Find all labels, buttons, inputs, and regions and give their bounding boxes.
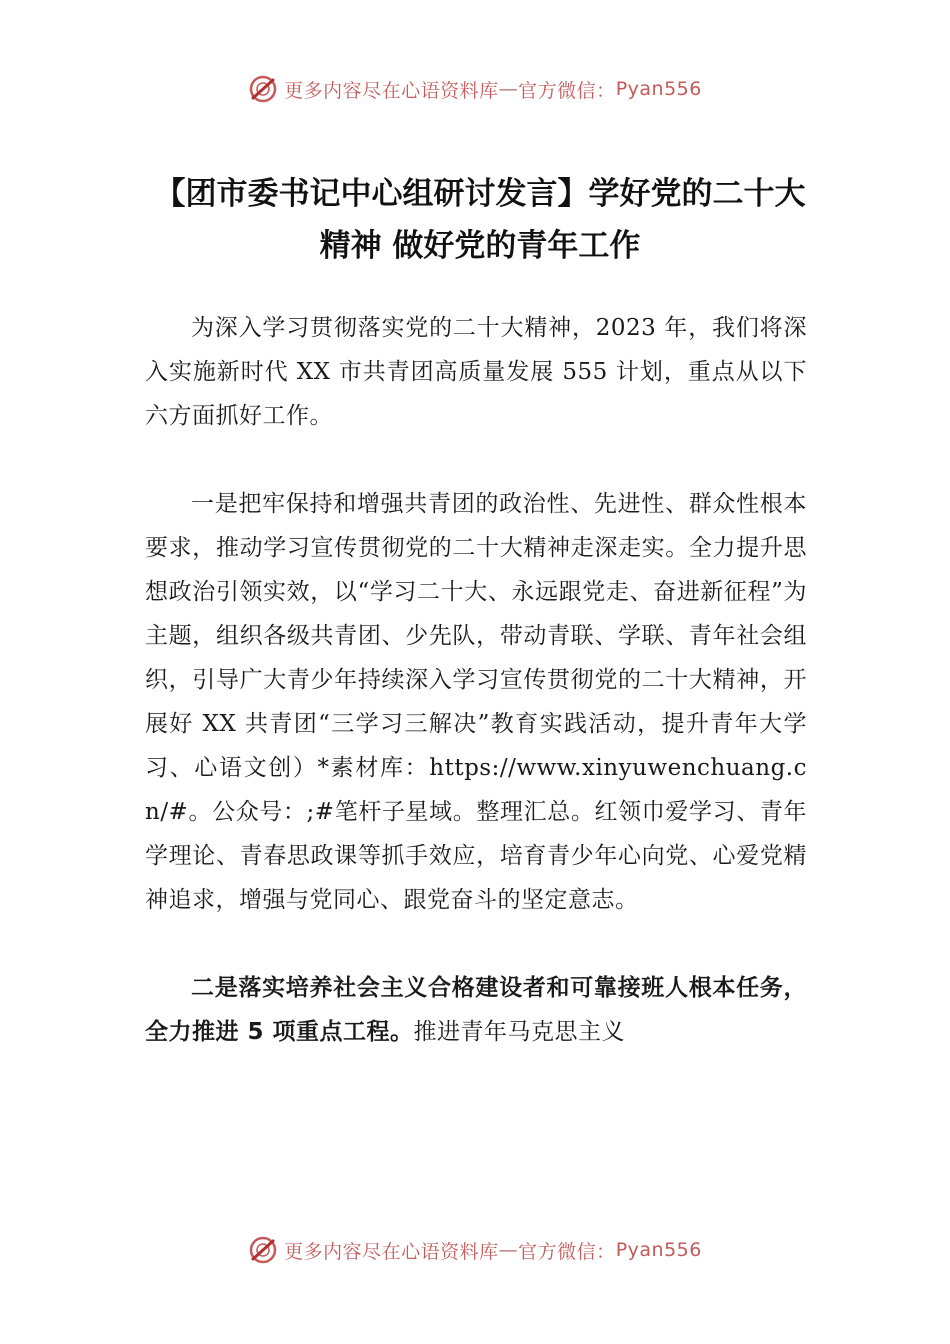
- watermark-brand: 更多内容尽在心语资料库: [284, 79, 499, 102]
- watermark-wechat-id: Pyan556: [615, 78, 702, 100]
- document-title: 【团市委书记中心组研讨发言】学好党的二十大精神 做好党的青年工作: [154, 176, 806, 264]
- paragraph-text: 一是把牢保持和增强共青团的政治性、先进性、群众性根本要求，推动学习宣传贯彻党的二十大精神走深走实。全力提升思想政治引领实效，以“学习二十大、永远跟党走、奋进新征程”为主题，组织各级共青团、少先队，带动青联、学联、青年社会组织，引导广大青少年持续深入学习宣传贯彻党的二十大精神，开展好 XX 共青团“三学习三解决”教育实践活动，提升青年大学习、心语文创）*素材库：https://www.xinyuwenchuang.cn/#。公众号：;#笔杆子星域。整理汇总。红领巾爱学习、青年学理论、青春思政课等抓手效应，培育青少年心向党、心爱党精神追求，增强与党同心、跟党奋斗的坚定意志。: [145, 491, 807, 913]
- seal-logo-icon: [248, 74, 278, 104]
- header-watermark: [0, 74, 950, 104]
- paragraph-lead: 二是落实培养社会主义合格建设者和可靠接班人根本任务，全力推进 5 项重点工程。: [145, 975, 807, 1045]
- watermark-wechat-id: Pyan556: [615, 1239, 702, 1261]
- watermark-separator: —: [498, 1239, 519, 1261]
- paragraph-point-one: [145, 482, 807, 922]
- paragraph-text: 推进青年马克思主义: [413, 1019, 626, 1045]
- document-body: [145, 306, 807, 1098]
- paragraph-text: 为深入学习贯彻落实党的二十大精神，2023 年，我们将深入实施新时代 XX 市共青团高质量发展 555 计划，重点从以下六方面抓好工作。: [145, 315, 807, 429]
- paragraph-intro: [145, 306, 807, 438]
- watermark-brand: 更多内容尽在心语资料库: [284, 1240, 499, 1263]
- watermark-separator: —: [498, 78, 519, 100]
- watermark-label: 官方微信：: [518, 1240, 616, 1263]
- paragraph-point-two: [145, 966, 807, 1054]
- footer-watermark: [0, 1235, 950, 1265]
- watermark-label: 官方微信：: [518, 79, 616, 102]
- seal-logo-icon: [248, 1235, 278, 1265]
